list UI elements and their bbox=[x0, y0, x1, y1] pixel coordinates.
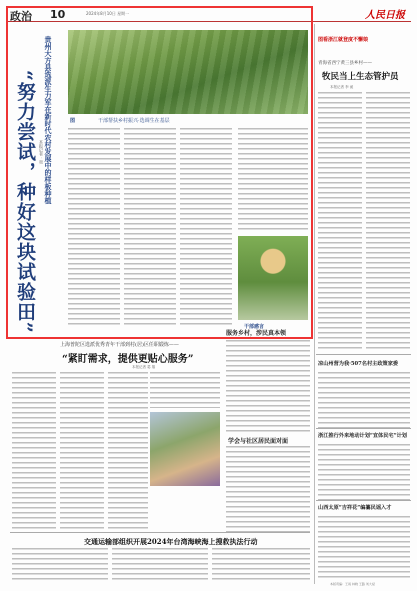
lower-title[interactable]: “紧盯需求，提供更贴心服务” bbox=[62, 354, 194, 365]
brief-body-1 bbox=[318, 372, 410, 428]
lower-byline: 本报记者 葛 翔 bbox=[132, 365, 156, 369]
right-rule-3 bbox=[316, 500, 411, 501]
right-byline: 本报记者 李 诞 bbox=[330, 85, 354, 89]
lower-body-col-1 bbox=[12, 372, 56, 532]
lead-vertical-subhead: 贵州大方县选派生力军在新时代农村发展中的样板种植 bbox=[44, 36, 53, 204]
photo-tag: 图 bbox=[70, 118, 76, 124]
masthead bbox=[6, 6, 411, 22]
bottom-title[interactable]: 交通运输部组织开展2024年台湾海峡海上搜救执法行动 bbox=[84, 537, 258, 546]
terraced-field-photo bbox=[68, 30, 308, 114]
brief-body-2 bbox=[318, 444, 410, 500]
photo-caption: 干部帮扶乡村振兴·选调生在基层 bbox=[98, 118, 170, 124]
right-body-col-1 bbox=[318, 92, 362, 350]
lead-byline: 本报记者 · 贵 bbox=[39, 140, 44, 164]
column-divider bbox=[314, 24, 315, 584]
lower-body-col-3 bbox=[108, 372, 148, 532]
section-name: 政治 bbox=[10, 10, 32, 23]
brief-body-3 bbox=[318, 516, 410, 578]
right-title[interactable]: 牧民当上生态管护员 bbox=[322, 72, 399, 82]
bottom-body-col-1 bbox=[12, 548, 108, 580]
lower-body-col-4 bbox=[150, 372, 220, 408]
lower-body-col-5 bbox=[226, 340, 310, 432]
lead-headline[interactable]: “努力尝试，种好这块试验田” bbox=[14, 70, 36, 334]
lower-body-col-6 bbox=[226, 446, 310, 532]
page-footer: 本版责编：王雨 林晓 王路 刘大斌 bbox=[330, 582, 375, 586]
bottom-body-col-2 bbox=[112, 548, 208, 580]
right-rule-2 bbox=[316, 428, 411, 429]
lower-side-title-2[interactable]: 学会与社区居民面对面 bbox=[228, 438, 289, 445]
brief-title-3[interactable]: 山西太原“吉祥花”编纂民谣入才 bbox=[318, 505, 392, 511]
right-kicker: 图看浙江就登度不懈娘 bbox=[318, 37, 369, 43]
lead-body-col-3 bbox=[180, 128, 232, 328]
page-number: 10 bbox=[50, 8, 66, 21]
lead-body-col-2 bbox=[124, 128, 176, 328]
right-body-col-2 bbox=[366, 92, 410, 350]
right-subhead: 青海省西宁黄三县乡村—— bbox=[318, 61, 372, 66]
newspaper-logo: 人民日报 bbox=[365, 10, 405, 21]
farmer-photo bbox=[238, 236, 308, 320]
right-rule-1 bbox=[316, 354, 411, 355]
bottom-rule bbox=[10, 532, 310, 533]
brief-title-1[interactable]: 凉山州营为我·507名村主政策家委 bbox=[318, 361, 399, 367]
lower-kicker: 上海普陀区选派优秀青年干部到村(居)区任职锻炼—— bbox=[60, 342, 179, 348]
lower-body-col-2 bbox=[60, 372, 104, 532]
bottom-body-col-3 bbox=[212, 548, 310, 580]
lead-body-col-1 bbox=[68, 128, 120, 328]
lower-side-title-1[interactable]: 服务乡村，涉民真本领 bbox=[226, 330, 287, 337]
farmer-photo-caption: 干部感言 bbox=[244, 324, 265, 330]
brief-title-2[interactable]: 浙江推行外来地动计划“宜体民宅”计划 bbox=[318, 433, 407, 439]
community-photo bbox=[150, 412, 220, 486]
lead-body-col-4 bbox=[238, 128, 308, 232]
issue-date: 2024年8月10日 星期一 bbox=[86, 11, 130, 16]
